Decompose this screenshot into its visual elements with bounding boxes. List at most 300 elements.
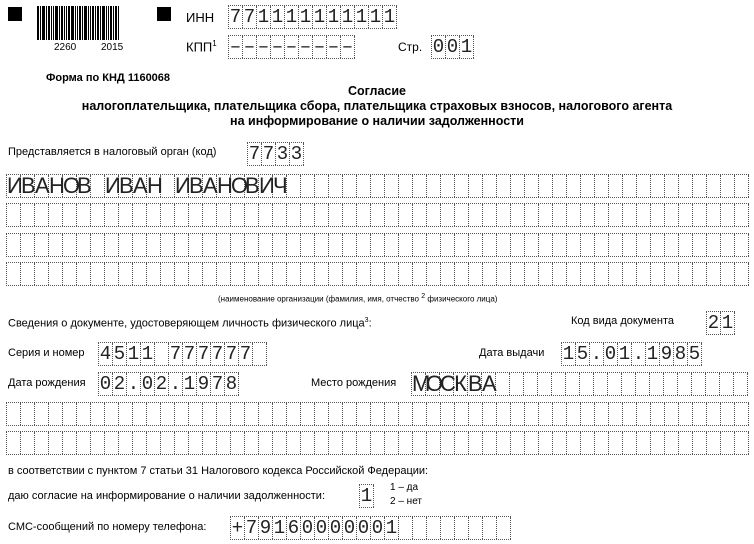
char-cell: [189, 263, 203, 285]
char-cell: [735, 204, 749, 226]
char-cell: 1: [646, 343, 659, 365]
char-cell: [427, 204, 441, 226]
birth-date-label: Дата рождения: [8, 377, 86, 389]
char-cell: [259, 432, 273, 454]
char-cell: [721, 234, 735, 256]
char-cell: [301, 432, 315, 454]
char-cell: [651, 432, 665, 454]
char-cell: [427, 432, 441, 454]
char-cell: [21, 204, 35, 226]
char-cell: [637, 432, 651, 454]
char-cell: [427, 403, 441, 425]
char-cell: [609, 234, 623, 256]
form-title: [0, 84, 754, 129]
char-cell: [231, 432, 245, 454]
issue-date-label: Дата выдачи: [479, 347, 545, 359]
char-cell: [734, 373, 748, 395]
char-cell: [441, 204, 455, 226]
char-cell: [567, 204, 581, 226]
char-cell: [175, 234, 189, 256]
char-cell: 7: [211, 373, 224, 395]
char-cell: [273, 432, 287, 454]
char-cell: [679, 234, 693, 256]
name-row-1[interactable]: [6, 174, 749, 198]
char-cell: 7: [262, 143, 275, 165]
char-cell: [483, 403, 497, 425]
birth-place-row-1[interactable]: [411, 372, 748, 396]
char-cell: [679, 263, 693, 285]
char-cell: [441, 432, 455, 454]
series-label: Серия и номер: [8, 347, 85, 359]
char-cell: [707, 234, 721, 256]
char-cell: [385, 175, 399, 197]
char-cell: [21, 403, 35, 425]
inn-label: ИНН: [186, 10, 215, 25]
char-cell: [511, 234, 525, 256]
consent-option-no: 2 – нет: [390, 496, 423, 507]
char-cell: 1: [285, 6, 298, 28]
char-cell: [539, 432, 553, 454]
char-cell: [595, 403, 609, 425]
corner-marker-left: [8, 7, 22, 21]
char-cell: [553, 204, 567, 226]
char-cell: 5: [113, 343, 126, 365]
birth-place-label: Место рождения: [311, 377, 397, 389]
kpp-field[interactable]: [228, 35, 355, 59]
char-cell: [21, 234, 35, 256]
char-cell: [399, 175, 413, 197]
char-cell: 3: [290, 143, 303, 165]
char-cell: [455, 517, 469, 539]
char-cell: [7, 204, 21, 226]
char-cell: [679, 403, 693, 425]
char-cell: [595, 432, 609, 454]
char-cell: [385, 403, 399, 425]
char-cell: [595, 263, 609, 285]
char-cell: [35, 234, 49, 256]
char-cell: [679, 204, 693, 226]
char-cell: [77, 263, 91, 285]
document-type-field[interactable]: [706, 311, 735, 335]
char-cell: А: [482, 371, 497, 396]
char-cell: [343, 403, 357, 425]
birth-place-row-2[interactable]: [6, 402, 749, 426]
inn-field[interactable]: [228, 5, 397, 29]
char-cell: М: [412, 371, 431, 396]
char-cell: [329, 234, 343, 256]
char-cell: [63, 234, 77, 256]
char-cell: [469, 204, 483, 226]
char-cell: [119, 234, 133, 256]
char-cell: [35, 263, 49, 285]
char-cell: [35, 432, 49, 454]
char-cell: [539, 234, 553, 256]
char-cell: [161, 403, 175, 425]
char-cell: [175, 432, 189, 454]
char-cell: [175, 403, 189, 425]
char-cell: 1: [327, 6, 340, 28]
sms-phone-field[interactable]: [230, 516, 511, 540]
char-cell: [385, 432, 399, 454]
char-cell: [693, 175, 707, 197]
char-cell: [105, 263, 119, 285]
char-cell: [203, 403, 217, 425]
page-label: Стр.: [398, 40, 423, 54]
tax-authority-label: Представляется в налоговый орган (код): [8, 146, 217, 158]
char-cell: 0: [329, 517, 342, 539]
char-cell: В: [21, 173, 36, 198]
char-cell: [287, 204, 301, 226]
char-cell: Н: [147, 173, 163, 198]
char-cell: [693, 432, 707, 454]
char-cell: [735, 175, 749, 197]
char-cell: [511, 204, 525, 226]
char-cell: О: [231, 173, 249, 198]
char-cell: [21, 432, 35, 454]
char-cell: [427, 175, 441, 197]
char-cell: [609, 263, 623, 285]
char-cell: 9: [259, 517, 272, 539]
char-cell: [357, 204, 371, 226]
char-cell: [259, 263, 273, 285]
char-cell: [385, 204, 399, 226]
char-cell: [511, 432, 525, 454]
birth-date-field[interactable]: [98, 372, 239, 396]
char-cell: [155, 343, 169, 365]
char-cell: [483, 432, 497, 454]
char-cell: 1: [369, 6, 382, 28]
char-cell: 1: [355, 6, 368, 28]
tax-authority-field[interactable]: [247, 142, 304, 166]
char-cell: И: [259, 173, 275, 198]
char-cell: [301, 403, 315, 425]
char-cell: [371, 263, 385, 285]
char-cell: [707, 403, 721, 425]
char-cell: [357, 432, 371, 454]
char-cell: [329, 263, 343, 285]
char-cell: [622, 373, 636, 395]
char-cell: [245, 403, 259, 425]
char-cell: 2: [707, 312, 720, 334]
char-cell: 1: [618, 343, 631, 365]
char-cell: [650, 373, 664, 395]
char-cell: [693, 403, 707, 425]
char-cell: [483, 263, 497, 285]
char-cell: [7, 234, 21, 256]
char-cell: 0: [301, 517, 314, 539]
char-cell: [553, 432, 567, 454]
char-cell: [7, 432, 21, 454]
char-cell: [469, 403, 483, 425]
char-cell: [399, 263, 413, 285]
char-cell: [385, 234, 399, 256]
char-cell: [119, 403, 133, 425]
char-cell: [637, 234, 651, 256]
char-cell: [539, 403, 553, 425]
char-cell: 7: [239, 343, 252, 365]
char-cell: [287, 432, 301, 454]
char-cell: [7, 263, 21, 285]
char-cell: [552, 373, 566, 395]
char-cell: [399, 204, 413, 226]
char-cell: [706, 373, 720, 395]
char-cell: [567, 432, 581, 454]
char-cell: И: [105, 173, 121, 198]
char-cell: [609, 204, 623, 226]
char-cell: –: [285, 36, 298, 58]
char-cell: 2: [155, 373, 168, 395]
char-cell: 3: [276, 143, 289, 165]
char-cell: [133, 263, 147, 285]
consent-label: даю согласие на информирование о наличии задолженности:: [8, 490, 325, 502]
char-cell: 7: [211, 343, 224, 365]
char-cell: 5: [688, 343, 701, 365]
char-cell: [357, 234, 371, 256]
char-cell: [525, 403, 539, 425]
char-cell: [581, 204, 595, 226]
char-cell: [175, 204, 189, 226]
char-cell: [147, 432, 161, 454]
char-cell: [581, 403, 595, 425]
char-cell: [735, 234, 749, 256]
char-cell: [105, 432, 119, 454]
char-cell: [580, 373, 594, 395]
char-cell: [231, 204, 245, 226]
birth-place-row-3[interactable]: [6, 431, 749, 455]
char-cell: [63, 432, 77, 454]
char-cell: [651, 403, 665, 425]
char-cell: [595, 234, 609, 256]
char-cell: [441, 263, 455, 285]
char-cell: [315, 234, 329, 256]
char-cell: [525, 432, 539, 454]
char-cell: [538, 373, 552, 395]
char-cell: [301, 263, 315, 285]
char-cell: [259, 403, 273, 425]
char-cell: [133, 432, 147, 454]
char-cell: [651, 175, 665, 197]
series-number-field[interactable]: [98, 342, 267, 366]
char-cell: [133, 234, 147, 256]
name-row-3[interactable]: [6, 233, 749, 257]
char-cell: 1: [341, 6, 354, 28]
char-cell: 6: [287, 517, 300, 539]
barcode-number-right: 2015: [101, 42, 124, 53]
char-cell: [665, 263, 679, 285]
char-cell: [147, 263, 161, 285]
char-cell: [581, 175, 595, 197]
char-cell: 1: [385, 517, 398, 539]
char-cell: 1: [313, 6, 326, 28]
char-cell: [217, 263, 231, 285]
char-cell: [217, 403, 231, 425]
char-cell: [329, 403, 343, 425]
char-cell: 7: [225, 343, 238, 365]
kpp-label: КПП$^1$: [186, 39, 217, 55]
char-cell: [665, 175, 679, 197]
char-cell: [721, 263, 735, 285]
char-cell: [315, 263, 329, 285]
char-cell: 0: [604, 343, 617, 365]
char-cell: 1: [127, 343, 140, 365]
char-cell: 0: [141, 373, 154, 395]
char-cell: [49, 234, 63, 256]
char-cell: [497, 175, 511, 197]
char-cell: [609, 175, 623, 197]
char-cell: [413, 432, 427, 454]
name-row-2[interactable]: [6, 203, 749, 227]
char-cell: 1: [141, 343, 154, 365]
issue-date-field[interactable]: [561, 342, 702, 366]
char-cell: .: [632, 343, 645, 365]
char-cell: [91, 204, 105, 226]
char-cell: [735, 263, 749, 285]
char-cell: 7: [245, 517, 258, 539]
char-cell: [637, 263, 651, 285]
char-cell: [175, 263, 189, 285]
document-label: Сведения о документе, удостоверяющем личность физического лица$^3$:: [8, 317, 372, 330]
char-cell: 0: [357, 517, 370, 539]
char-cell: 0: [315, 517, 328, 539]
char-cell: [329, 432, 343, 454]
char-cell: [413, 234, 427, 256]
char-cell: [63, 403, 77, 425]
char-cell: [91, 432, 105, 454]
char-cell: [147, 204, 161, 226]
char-cell: [63, 204, 77, 226]
char-cell: [413, 263, 427, 285]
char-cell: [539, 204, 553, 226]
char-cell: –: [299, 36, 312, 58]
char-cell: [217, 234, 231, 256]
char-cell: +: [231, 517, 244, 539]
char-cell: 1: [562, 343, 575, 365]
char-cell: [581, 432, 595, 454]
char-cell: [217, 432, 231, 454]
char-cell: [253, 343, 267, 365]
char-cell: А: [203, 173, 218, 198]
barcode-number-left: 2260: [54, 42, 77, 53]
char-cell: [49, 263, 63, 285]
char-cell: [105, 234, 119, 256]
char-cell: [497, 432, 511, 454]
char-cell: [329, 175, 343, 197]
char-cell: [287, 234, 301, 256]
char-cell: [566, 373, 580, 395]
char-cell: [469, 234, 483, 256]
char-cell: [77, 204, 91, 226]
char-cell: [259, 204, 273, 226]
char-cell: [483, 234, 497, 256]
char-cell: [496, 373, 510, 395]
char-cell: [119, 432, 133, 454]
char-cell: [147, 234, 161, 256]
char-cell: А: [35, 173, 50, 198]
char-cell: [161, 432, 175, 454]
char-cell: [329, 204, 343, 226]
char-cell: [707, 175, 721, 197]
char-cell: [35, 403, 49, 425]
name-caption: (наименование организации (фамилия, имя, отчество $^2$ физического лица): [218, 293, 498, 304]
char-cell: 0: [432, 36, 445, 58]
char-cell: [203, 263, 217, 285]
char-cell: [707, 432, 721, 454]
name-row-4[interactable]: [6, 262, 749, 286]
consent-field[interactable]: [359, 484, 374, 508]
char-cell: [189, 403, 203, 425]
char-cell: 8: [225, 373, 238, 395]
page-field[interactable]: [431, 35, 474, 59]
char-cell: [105, 204, 119, 226]
char-cell: [441, 517, 455, 539]
char-cell: –: [341, 36, 354, 58]
char-cell: [567, 263, 581, 285]
char-cell: [497, 263, 511, 285]
char-cell: [553, 263, 567, 285]
char-cell: [455, 432, 469, 454]
char-cell: [483, 175, 497, 197]
title-line-3: на информирование о наличии задолженности: [230, 114, 524, 128]
char-cell: [497, 403, 511, 425]
char-cell: [707, 263, 721, 285]
char-cell: [553, 175, 567, 197]
char-cell: [77, 432, 91, 454]
char-cell: [455, 175, 469, 197]
char-cell: [553, 234, 567, 256]
char-cell: [49, 204, 63, 226]
char-cell: [161, 234, 175, 256]
char-cell: [147, 403, 161, 425]
char-cell: [189, 234, 203, 256]
char-cell: –: [229, 36, 242, 58]
char-cell: [105, 403, 119, 425]
char-cell: Н: [217, 173, 233, 198]
char-cell: [245, 204, 259, 226]
char-cell: [203, 204, 217, 226]
char-cell: [441, 234, 455, 256]
char-cell: 7: [197, 343, 210, 365]
char-cell: [301, 234, 315, 256]
char-cell: [413, 175, 427, 197]
char-cell: 7: [248, 143, 261, 165]
char-cell: [720, 373, 734, 395]
char-cell: [637, 175, 651, 197]
char-cell: [371, 234, 385, 256]
char-cell: [664, 373, 678, 395]
char-cell: [49, 403, 63, 425]
char-cell: [217, 204, 231, 226]
char-cell: [721, 432, 735, 454]
char-cell: [371, 175, 385, 197]
char-cell: 0: [446, 36, 459, 58]
char-cell: [525, 204, 539, 226]
law-reference: в соответствии с пунктом 7 статьи 31 Налогового кодекса Российской Федерации:: [8, 465, 429, 477]
char-cell: В: [119, 173, 134, 198]
char-cell: [581, 234, 595, 256]
form-code: Форма по КНД 1160068: [46, 72, 171, 84]
char-cell: [343, 432, 357, 454]
char-cell: [77, 403, 91, 425]
char-cell: [245, 234, 259, 256]
char-cell: И: [175, 173, 191, 198]
char-cell: 1: [460, 36, 473, 58]
char-cell: [594, 373, 608, 395]
char-cell: [511, 175, 525, 197]
char-cell: [567, 175, 581, 197]
char-cell: [693, 234, 707, 256]
char-cell: 0: [343, 517, 356, 539]
char-cell: 1: [183, 373, 196, 395]
